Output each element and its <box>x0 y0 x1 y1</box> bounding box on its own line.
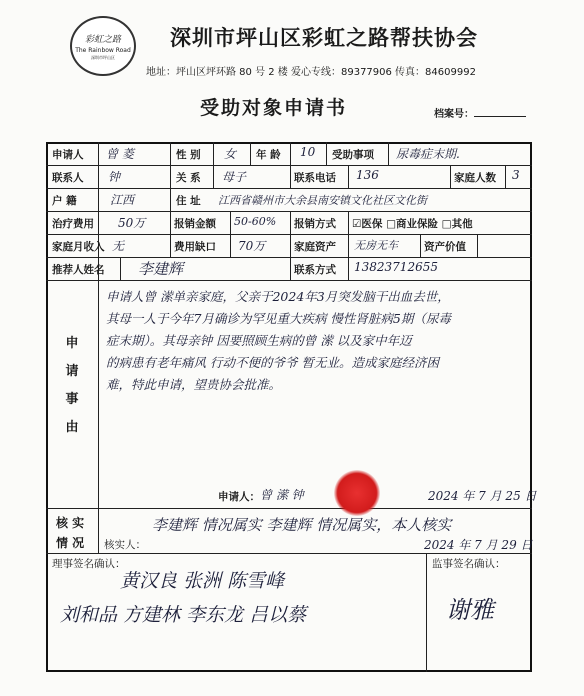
col-divider <box>290 142 291 165</box>
relation-label: 关 系 <box>176 172 201 184</box>
reimburse-amount-label: 报销金额 <box>174 218 216 230</box>
col-divider <box>290 211 291 280</box>
col-divider <box>348 165 349 188</box>
matter-label: 受助事项 <box>332 149 374 161</box>
family-count-value: 3 <box>512 168 520 182</box>
residence-label: 住 址 <box>176 195 201 207</box>
cost-gap-value: 70万 <box>238 239 266 253</box>
row-divider <box>46 211 532 212</box>
relation-value: 母子 <box>222 170 247 184</box>
col-divider <box>120 257 121 280</box>
col-divider <box>230 211 231 257</box>
verifier-signatures: 李建辉 情况属实 李建辉 情况属实，本人核实 <box>152 516 452 534</box>
col-divider <box>477 234 478 257</box>
col-divider <box>426 553 427 672</box>
treatment-cost-label: 治疗费用 <box>52 218 94 230</box>
cost-gap-label: 费用缺口 <box>174 241 216 253</box>
file-no-line <box>474 116 526 117</box>
treatment-cost-value: 50万 <box>118 216 146 230</box>
applicant-label: 申请人 <box>52 149 84 161</box>
gender-value: 女 <box>224 147 237 161</box>
family-income-label: 家庭月收入 <box>52 241 105 253</box>
applicant-sign-value: 曾 潆 钟 <box>260 488 304 502</box>
col-divider <box>213 142 214 188</box>
family-count-label: 家庭人数 <box>454 172 496 184</box>
phone-label: 联系电话 <box>294 172 336 184</box>
col-divider <box>326 142 327 165</box>
row-divider <box>46 234 532 235</box>
verify-heading-2: 情 况 <box>56 536 85 550</box>
hukou-label: 户 籍 <box>52 195 77 207</box>
row-divider <box>46 280 532 281</box>
referrer-label: 推荐人姓名 <box>52 264 105 276</box>
supervisor-signature: 谢雅 <box>446 596 494 624</box>
contact-method-label: 联系方式 <box>294 264 336 276</box>
reimburse-method-label: 报销方式 <box>294 218 336 230</box>
red-seal <box>334 470 380 516</box>
age-value: 10 <box>300 145 316 159</box>
row-divider <box>46 553 532 554</box>
association-logo: 彩虹之路 The Rainbow Road 深圳市坪山区 <box>70 16 136 76</box>
verify-date: 2024 年 7 月 29 日 <box>424 538 533 552</box>
row-divider <box>46 257 532 258</box>
col-divider <box>250 142 251 165</box>
col-divider <box>290 165 291 188</box>
hukou-value: 江西 <box>110 193 135 207</box>
family-income-value: 无 <box>112 239 125 253</box>
org-name: 深圳市坪山区彩虹之路帮扶协会 <box>170 25 478 50</box>
director-sign-label: 理事签名确认： <box>52 558 126 570</box>
org-address: 地址：坪山区坪环路 80 号 2 楼 爱心专线：89377906 传真：84609992 <box>146 67 476 78</box>
col-divider <box>98 508 99 553</box>
reimburse-amount-value: 50-60% <box>234 215 277 228</box>
age-label: 年 龄 <box>256 149 281 161</box>
family-assets-value: 无房无车 <box>354 239 398 252</box>
file-no-label: 档案号： <box>434 109 474 120</box>
row-divider <box>46 165 532 166</box>
matter-value: 尿毒症末期. <box>396 147 460 161</box>
family-assets-label: 家庭资产 <box>294 241 336 253</box>
row-divider <box>46 188 532 189</box>
row-divider <box>46 508 532 509</box>
verifier-label: 核实人： <box>104 539 146 551</box>
applicant-value: 曾 菱 <box>106 147 134 161</box>
gender-label: 性 别 <box>176 149 201 161</box>
verify-heading-1: 核 实 <box>56 516 85 530</box>
asset-value-label: 资产价值 <box>424 241 466 253</box>
reason-text: 申请人曾 潆单亲家庭，父亲于2024年3月突发脑干出血去世， 其母一人于今年7月确诊为罕见重大疾病 慢性肾脏病5期（尿毒 症末期）。其母亲钟 因要照顾生病的曾 潆 以及家中年迈 的病患有老年痛风 行动不便的爷爷 暂无业。造成家庭经济困 难，特此申请，望贵协会批准。 <box>106 289 451 392</box>
form-title: 受助对象申请书 <box>200 97 348 119</box>
col-divider <box>348 211 349 280</box>
contact-label: 联系人 <box>52 172 84 184</box>
col-divider <box>420 234 421 257</box>
col-divider <box>450 165 451 188</box>
col-divider <box>170 211 171 257</box>
col-divider <box>388 142 389 165</box>
applicant-sign-label: 申请人： <box>218 491 260 503</box>
reason-heading: 申 请 事 由 <box>65 336 79 435</box>
referrer-value: 李建辉 <box>138 260 184 278</box>
contact-value: 钟 <box>108 170 121 184</box>
residence-value: 江西省赣州市大余县南安镇文化社区文化街 <box>218 194 427 207</box>
col-divider <box>98 142 99 280</box>
contact-method-value: 13823712655 <box>354 260 438 274</box>
applicant-date: 2024 年 7 月 25 日 <box>428 489 537 503</box>
director-signatures-1: 黄汉良 张洲 陈雪峰 <box>120 570 285 592</box>
col-divider <box>170 142 171 211</box>
director-signatures-2: 刘和品 方建林 李东龙 吕以蔡 <box>60 604 307 626</box>
phone-value: 136 <box>356 168 379 182</box>
insurance-options: ☑医保 □商业保险 □其他 <box>352 218 473 230</box>
col-divider <box>505 165 506 188</box>
supervisor-sign-label: 监事签名确认： <box>432 558 506 570</box>
col-divider <box>98 280 99 508</box>
